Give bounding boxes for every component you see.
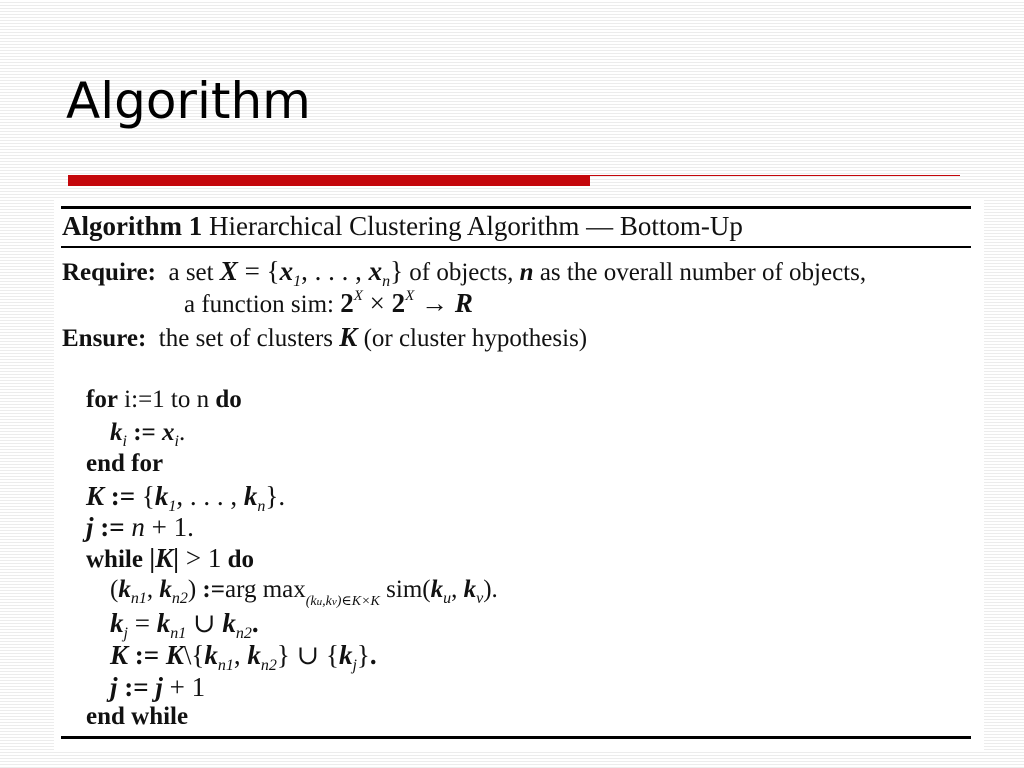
caption-rule <box>61 246 971 248</box>
title-underline-thin <box>590 175 960 176</box>
require-text-3: as the overall number of objects, <box>539 259 867 286</box>
set-x-expression: $X = \{x_1$, . . . , $x_n$} <box>219 256 404 290</box>
kw-while: while <box>86 546 143 573</box>
algorithm-caption <box>62 210 743 242</box>
for-range: i:=1 to n <box>124 386 210 413</box>
require-text-2: of objects, <box>409 259 514 286</box>
incr-j-line: j := j + 1 <box>110 672 206 702</box>
algorithm-box <box>54 200 984 750</box>
bottom-rule <box>61 736 971 739</box>
kw-do-while: do <box>227 546 255 573</box>
algorithm-name: Hierarchical Clustering Algorithm — Bottom-Up <box>208 211 743 241</box>
for-line <box>86 385 242 415</box>
assign-k-line: $k_i$ := $x_i$. <box>110 419 186 450</box>
sim-signature: $2^X \times 2^X \to R$ <box>340 288 473 318</box>
init-k-line: K := {$k_1$, . . . , $k_n$}. <box>86 481 286 515</box>
kw-end-while: end while <box>86 703 189 730</box>
require-line-2 <box>184 288 473 323</box>
require-line-1 <box>62 256 866 291</box>
ensure-text-1: the set of clusters <box>158 325 334 352</box>
while-line: while |K| > 1 do <box>86 543 255 573</box>
title-underline-thick <box>68 175 590 186</box>
k-symbol: K <box>339 322 358 352</box>
slide-title: Algorithm <box>66 72 311 130</box>
n-symbol: n <box>519 259 534 286</box>
end-while-line <box>86 702 188 732</box>
ensure-label: Ensure: <box>62 325 147 352</box>
require-text-4: a function sim: <box>184 291 334 318</box>
kw-end-for: end for <box>86 450 164 477</box>
kw-for: for <box>86 386 118 413</box>
require-text-1: a set <box>168 259 214 286</box>
kw-do: do <box>215 386 242 413</box>
end-for-line <box>86 449 163 479</box>
update-k-line: K := $K\backslash\{k_{n1}$, $k_{n2}$} ∪ $\{k_j\}$. <box>110 640 377 674</box>
union-line: $k_j = k_{n1}$ ∪ $k_{n2}$. <box>110 608 259 642</box>
top-rule <box>61 206 971 209</box>
argmax-line: ($k_{n1}$, $k_{n2}$) :=arg $\max_{(ku,kv)\in K\times K} sim(k_u$, $k_v$). <box>110 576 498 609</box>
algorithm-label: Algorithm 1 <box>62 211 203 241</box>
ensure-line <box>62 322 587 354</box>
ensure-text-2: (or cluster hypothesis) <box>363 325 588 352</box>
init-j-line: j := n + 1. <box>86 512 194 542</box>
require-label: Require: <box>62 259 156 286</box>
